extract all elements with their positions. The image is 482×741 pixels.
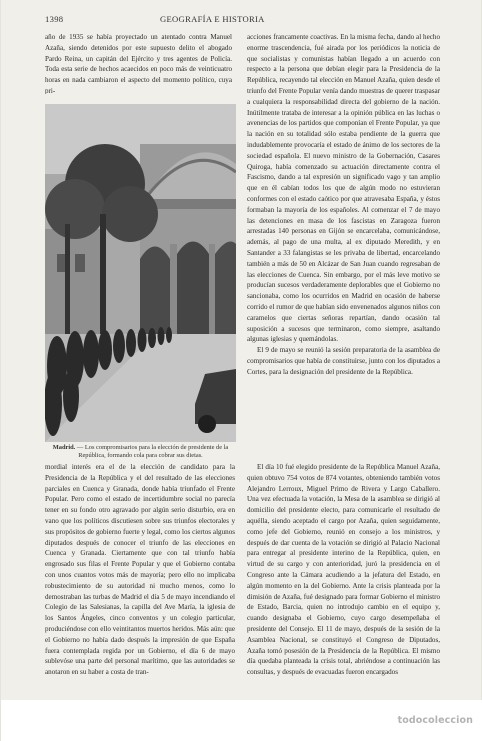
paragraph: mordial interés era el de la elección de candidato para la Presidencia de la República y el del resultado de las elecciones parciales en Cuenca y Granada, donde había triunfado el Frente Popular. Pero como el estado de incertidumbre social no parecía tener en su fondo otro agravado por algún serio disturbio, era en vano que los políticos discutiesen sobre sus triunfos electorales y sus propósitos de gobierno fuerte y legal, como los ciertos algunos diputados después de conocer el triunfo de las elecciones en Cuenca y Granada. Ciertamente que con tal triunfo había engrosado sus filas el Frente Popular y que el Gobierno contaba con unos cuantos votos más de mayoría; pero ello no implicaba robustecimiento de su autoridad ni mucho menos, como lo demostraban las turbas de Madrid el día 5 de mayo incendiando el Colegio de las Salesianas, la capilla del Ave María, la iglesia de los Santos Ángeles, cinco conventos y un colegio particular, produciéndose con ello veintitantos muertos heridos. Más aún: que el Gobierno no había dado después la impresión de que España fuera contemplada regida por un Gobierno, el día 6 de mayo sublevóse una parte del personal marítimo, que las autoridades se anotaron en su haber a costa de tran- (45, 463, 235, 677)
running-title: GEOGRAFÍA E HISTORIA (160, 14, 265, 24)
paragraph: acciones francamente coactivas. En la misma fecha, dando al hecho enorme trascendencia, fué airada por los periódicos la noticia de que socialistas y comunistas habían llegado a un acuerdo con respecto a la persona que debían elegir para la Presidencia de la República, recayendo tal elección en Manuel Azaña, quien desde el triunfo del Frente Popular venía dando muestras de querer traspasar a cualquiera la responsabilidad directa del gobierno de la nación. Inútilmente trataba de interesar a la opinión pública en las luchas o avenencias de los partidos que componían el Frente Popular, ya que la nación en su totalidad sólo estaba pendiente de la guerra que indudablemente provocaría el estado de ánimo de los sectores de la sociedad española. El nuevo ministro de la Gobernación, Casares Quiroga, había comenzado su actuación directamente contra el Fascismo, dando a tal expresión un significado vago y tan amplio que en él cabían todos los que de algún modo no estuvieran conformes con el estado caótico por que atravesaba España, y éstos formaban la mayoría de los españoles. Al comenzar el 7 de mayo las detenciones en masa de los fascistas en Zaragoza fueron arrestadas 140 personas en Gijón se encarcelaba, comunicándose, además, al pago de una multa, al ex diputado Meredith, y en Santander a 33 falangistas se les privaba de libertad, encarcelando también a más de 50 en Alcázar de San Juan cuando regresaban de las elecciones de Cuenca. Sin embargo, por el más leve motivo se producían sucesos verdaderamente deplorables que el Gobierno no sancionaba, como los ocurridos en Madrid en ocasión de haberse corrido el rumor de que habían sido envenenados algunos niños con caramelos que ciertas señoras repartían, dando ocasión tal suposición a sucesos que terminaron, como siempre, asaltando algunas iglesias y quemándolas. (247, 33, 440, 344)
paragraph: año de 1935 se había proyectado un atentado contra Manuel Azaña, siendo detenidos por este supuesto delito el abogado Pardo Reina, un capitán del Ejército y tres agentes de Policía. Toda esta serie de hechos acaecidos en poco más de veinticuatro horas en nada cambiaron el aspecto del momento político, cuya pri- (45, 33, 232, 94)
photo-caption (45, 444, 236, 460)
photo-image (45, 104, 236, 442)
paragraph: El 9 de mayo se reunió la sesión preparatoria de la asamblea de compromisarios que había de constituirse, junto con los diputados a Cortes, para la designación del presidente de la República. (247, 346, 440, 376)
text-column-left-top (45, 32, 232, 94)
caption-place: Madrid. (52, 444, 76, 451)
photograph (45, 104, 236, 442)
text-column-right (247, 32, 440, 458)
caption-text: — Los compromisarios para la elección de presidente de la República, formando cola para cobrar sus dietas. (75, 444, 229, 459)
watermark-logo: todocoleccion (397, 715, 473, 726)
paragraph: El día 10 fué elegido presidente de la República Manuel Azaña, quien obtuvo 754 votos de 874 votantes, obteniendo también votos Alejandro Lerroux, Miguel Primo de Rivera y Largo Caballero. Una vez efectuada la votación, la Mesa de la asamblea se dirigió al domicilio del presidente electo, para comunicarle el resultado de aquélla, siendo aceptado el cargo por Azaña, quien seguidamente, como jefe del Gobierno, reunió en consejo a los ministros, y después de dar cuenta de la votación se dirigió al Palacio Nacional para entregar al presidente interino de la República, quien, en virtud de su cargo y con anterioridad, juró la presidencia en el Congreso ante la Cámara acudiendo a la jefatura del Estado, en algún momento en la del Gobierno. Ante la crisis planteada por la dimisión de Azaña, fué designado para formar Gobierno el ministro de Estado, Barcia, quien no introdujo cambio en el equipo y, cuando designaba el Gobierno, cuyo cargo desempeñaba el presidente del Consejo. El 11 de mayo, después de la sesión de la Asamblea Nacional, se constituyó el Congreso de Diputados, Azaña tomó posesión de la Presidencia de la República. El mismo día quedaba planteada la crisis total, abriéndose a continuación las consultas, y después de evacuadas fueron encargados (247, 463, 440, 677)
page-header (45, 14, 440, 28)
footer-bar (1, 700, 482, 741)
text-column-bottom-left (45, 462, 235, 690)
text-column-bottom-right (247, 462, 440, 690)
page-number: 1398 (45, 14, 64, 24)
